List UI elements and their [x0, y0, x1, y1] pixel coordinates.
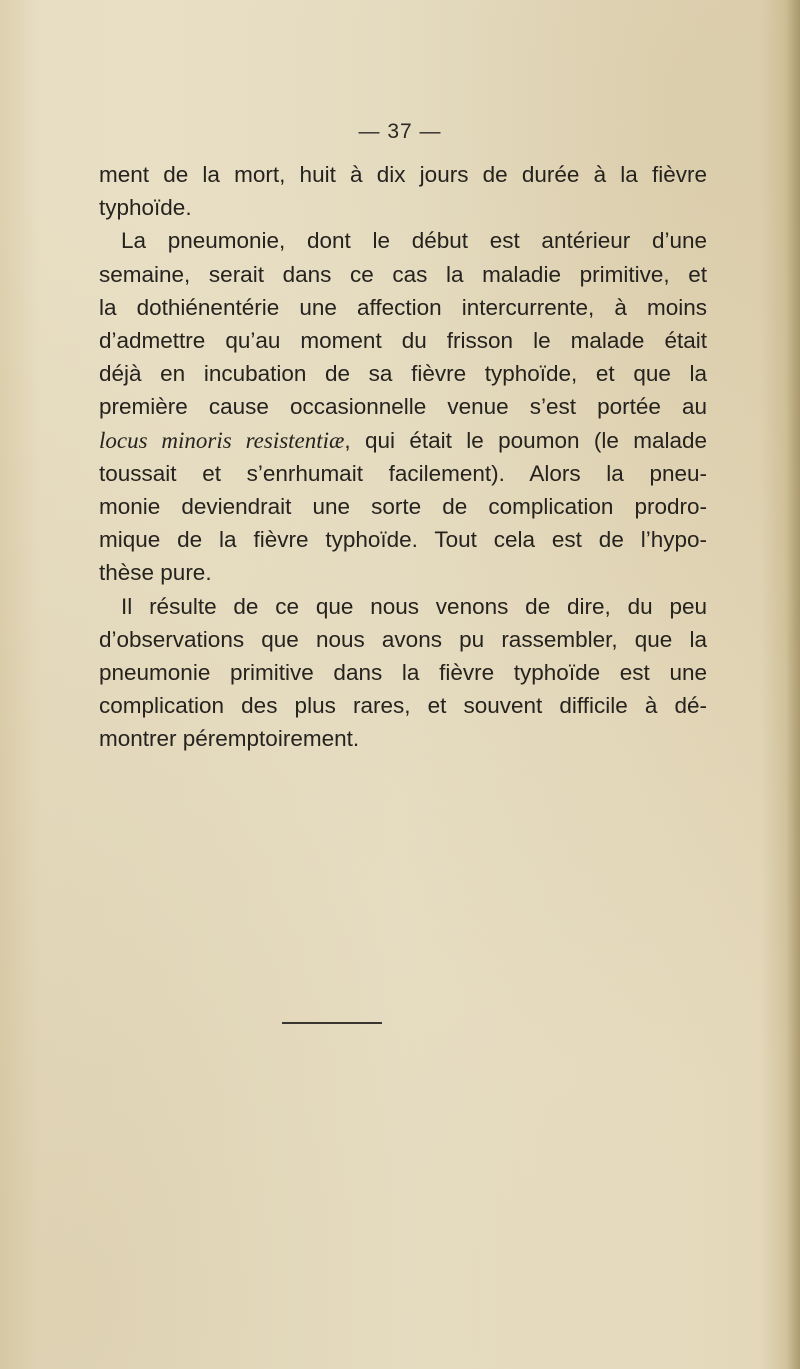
text-line: typhoïde.: [99, 195, 192, 221]
text-line: monie deviendrait une sorte de complication prodro-: [99, 494, 707, 520]
text-line: pneumonie primitive dans la fièvre typhoïde est une: [99, 660, 707, 686]
text-line: semaine, serait dans ce cas la maladie primitive, et: [99, 261, 707, 287]
text-line: thèse pure.: [99, 560, 212, 586]
text-line: toussait et s’enrhumait facilement). Alors la pneu-: [99, 460, 707, 486]
text-line: première cause occasionnelle venue s’est portée au: [99, 394, 707, 420]
page-edge-shadow: [786, 0, 800, 1369]
text-line: la dothiénentérie une affection intercurrente, à moins: [99, 294, 707, 320]
text-line: ment de la mort, huit à dix jours de durée à la fièvre: [99, 162, 707, 187]
latin-phrase: locus minoris resistentiæ: [99, 427, 345, 453]
text-line: d’admettre qu’au moment du frisson le malade était: [99, 328, 707, 354]
text-line: La pneumonie, dont le début est antérieur d’une: [121, 228, 707, 254]
text-line: complication des plus rares, et souvent difficile à dé-: [99, 693, 707, 719]
text-line: [99, 424, 707, 457]
text-fragment: , qui était le poumon (le malade: [344, 427, 707, 453]
page-number: — 37 —: [358, 120, 442, 143]
text-line: déjà en incubation de sa fièvre typhoïde, et que la: [99, 361, 707, 387]
text-line: montrer péremptoirement.: [99, 726, 360, 752]
section-end-rule: [282, 1022, 382, 1024]
text-line: Il résulte de ce que nous venons de dire, du peu: [121, 593, 707, 619]
text-line: d’observations que nous avons pu rassembler, que la: [99, 626, 707, 652]
text-line: mique de la fièvre typhoïde. Tout cela est de l’hypo-: [99, 527, 707, 553]
body-text: [99, 158, 707, 756]
